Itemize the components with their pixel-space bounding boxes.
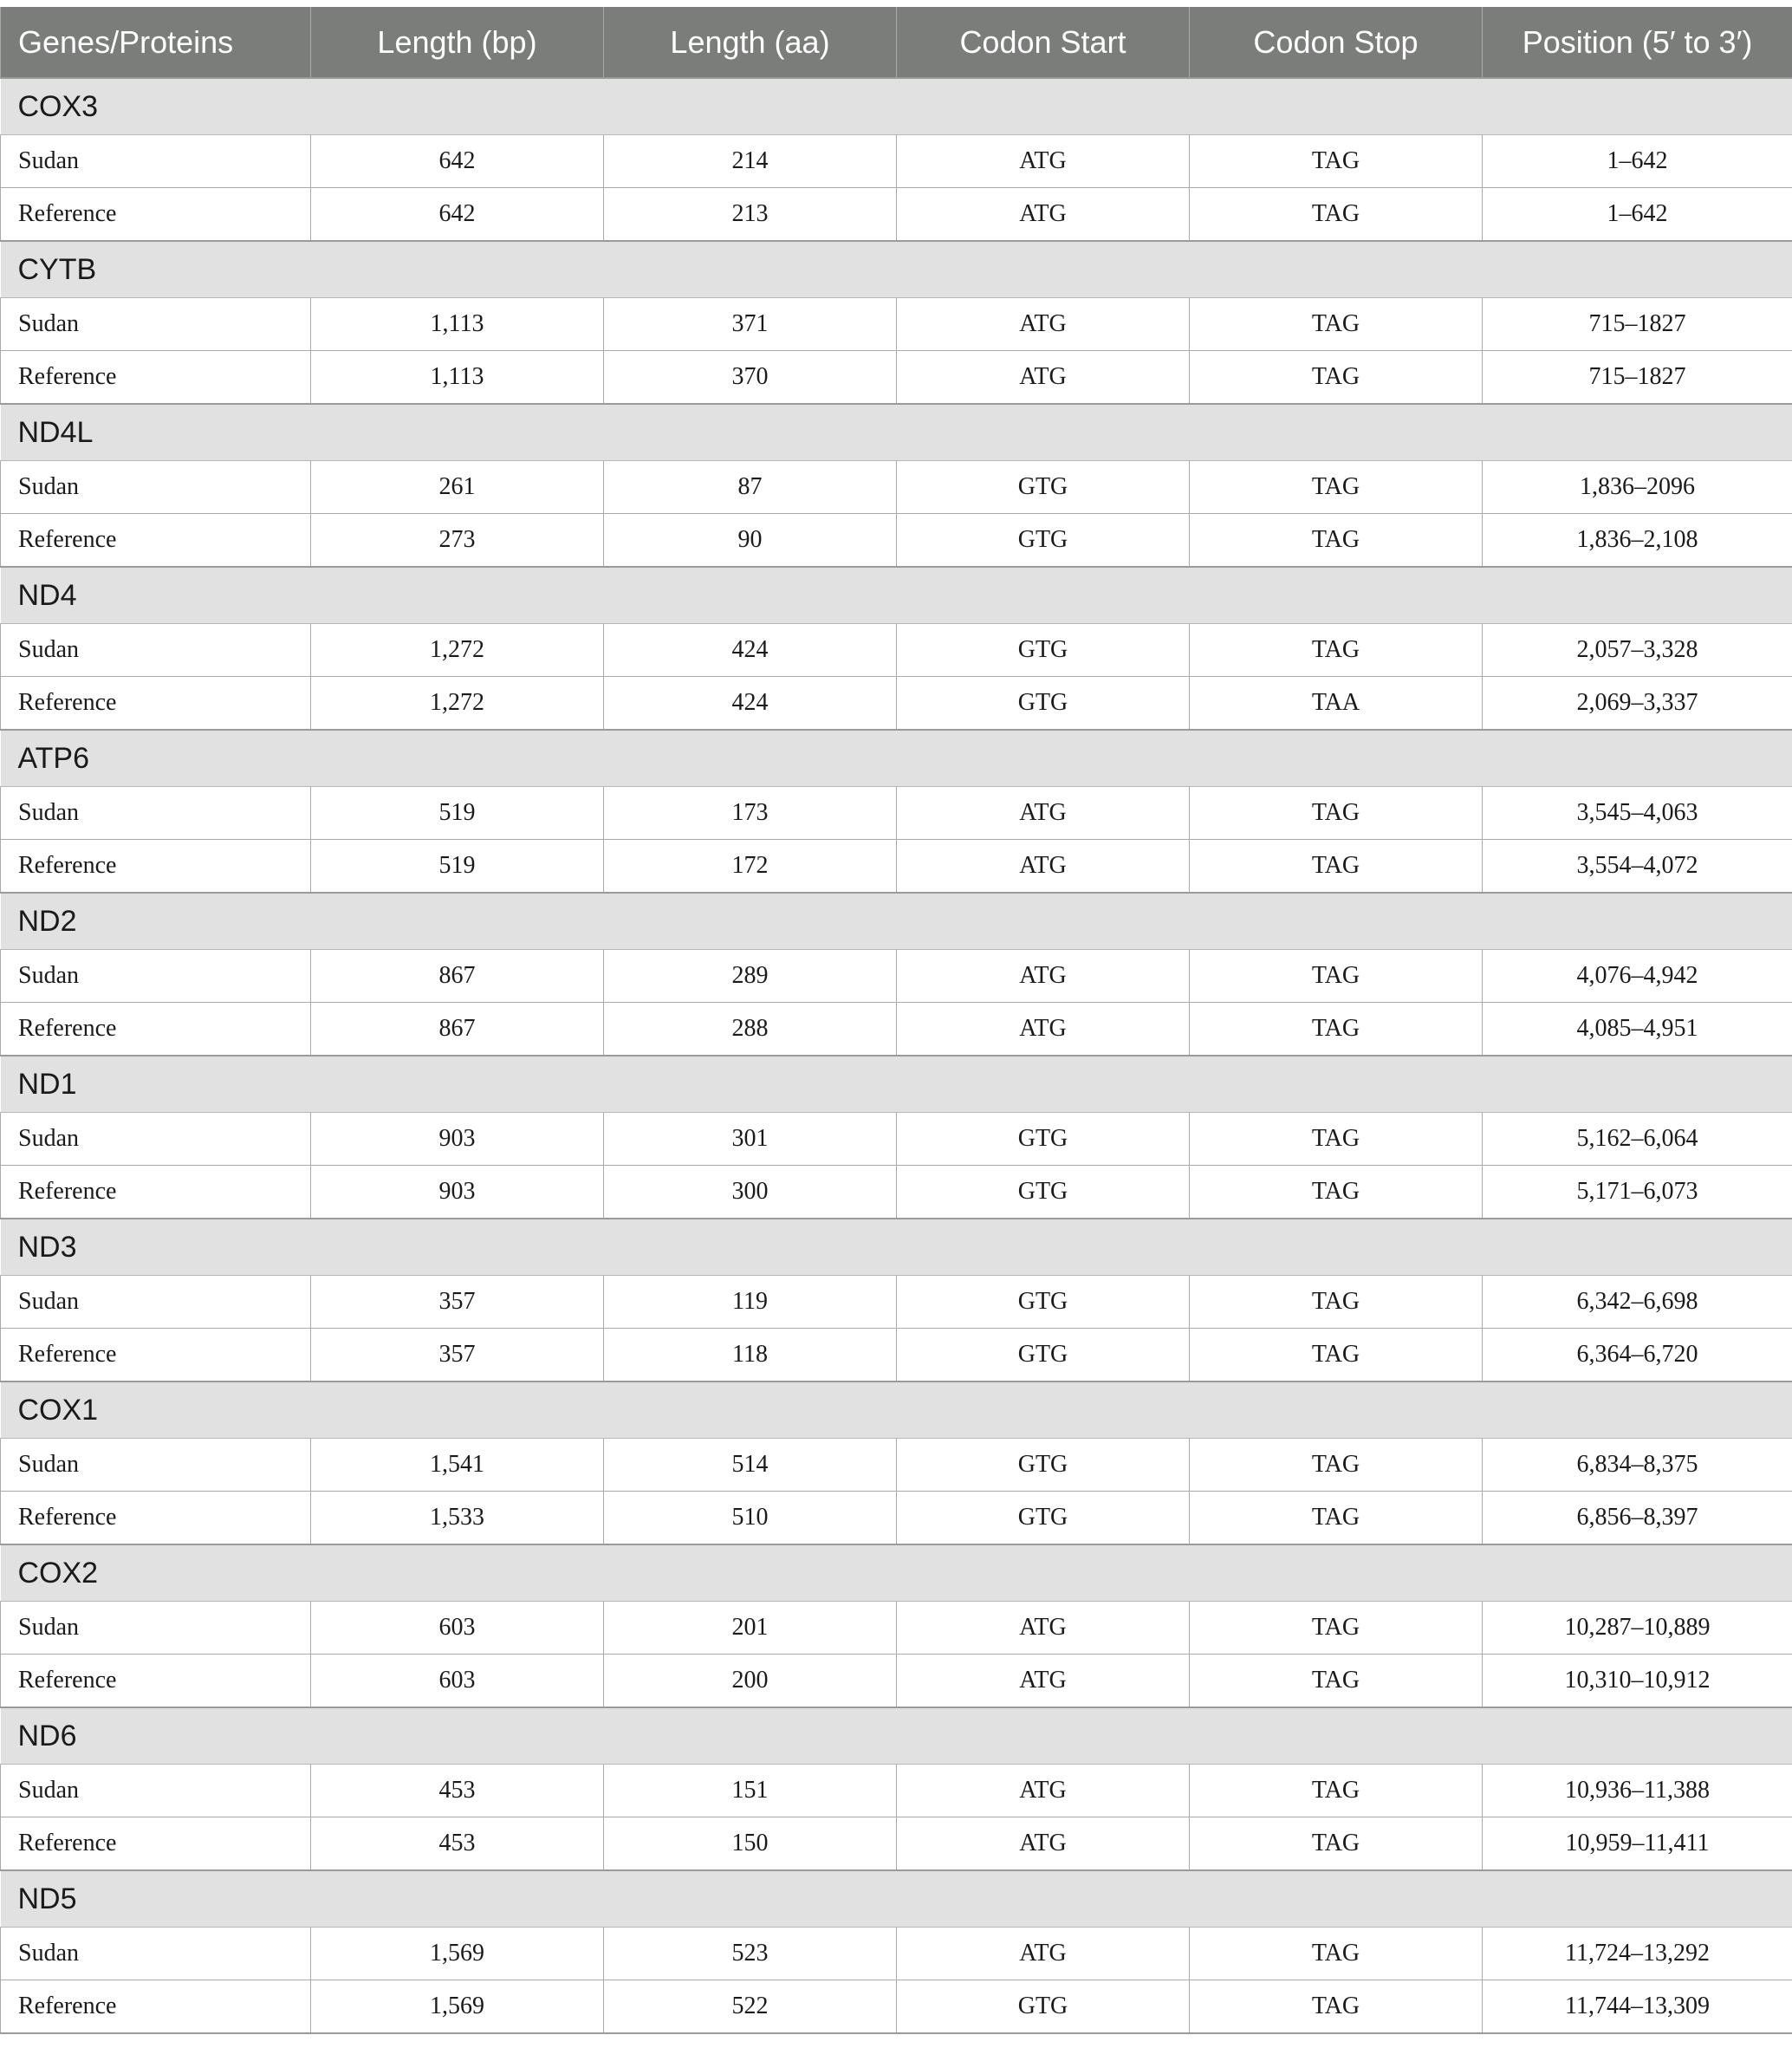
cell-position: 3,545–4,063	[1483, 787, 1792, 840]
gene-table-container	[0, 7, 1792, 2034]
gene-name: COX3	[1, 78, 1792, 135]
gene-group-row	[1, 78, 1792, 135]
cell-codon-stop: TAG	[1190, 188, 1483, 242]
cell-position: 715–1827	[1483, 298, 1792, 351]
cell-length-aa: 201	[604, 1602, 897, 1655]
cell-codon-start: GTG	[897, 1113, 1190, 1166]
cell-codon-start: ATG	[897, 787, 1190, 840]
cell-length-bp: 1,113	[311, 351, 604, 405]
cell-length-aa: 301	[604, 1113, 897, 1166]
cell-name: Reference	[1, 1166, 311, 1219]
cell-codon-stop: TAG	[1190, 1655, 1483, 1708]
table-row	[1, 1655, 1792, 1708]
gene-group-row	[1, 1056, 1792, 1113]
cell-codon-start: ATG	[897, 351, 1190, 405]
header-length-aa: Length (aa)	[604, 7, 897, 78]
cell-name: Sudan	[1, 298, 311, 351]
table-row	[1, 1817, 1792, 1871]
cell-codon-stop: TAG	[1190, 1166, 1483, 1219]
cell-length-bp: 642	[311, 135, 604, 188]
header-codon-stop: Codon Stop	[1190, 7, 1483, 78]
cell-codon-start: GTG	[897, 624, 1190, 677]
cell-codon-start: GTG	[897, 1492, 1190, 1545]
gene-group-row	[1, 241, 1792, 298]
cell-codon-stop: TAG	[1190, 1492, 1483, 1545]
cell-codon-start: ATG	[897, 840, 1190, 894]
cell-length-bp: 642	[311, 188, 604, 242]
gene-name: ND5	[1, 1870, 1792, 1928]
cell-codon-stop: TAG	[1190, 624, 1483, 677]
cell-name: Sudan	[1, 1113, 311, 1166]
cell-codon-start: GTG	[897, 1276, 1190, 1329]
cell-length-aa: 288	[604, 1003, 897, 1057]
cell-length-bp: 603	[311, 1655, 604, 1708]
cell-name: Sudan	[1, 1276, 311, 1329]
cell-codon-stop: TAG	[1190, 950, 1483, 1003]
cell-position: 2,069–3,337	[1483, 677, 1792, 731]
gene-table	[0, 7, 1792, 2034]
cell-position: 715–1827	[1483, 351, 1792, 405]
cell-codon-stop: TAA	[1190, 677, 1483, 731]
gene-name: CYTB	[1, 241, 1792, 298]
gene-name: ND4L	[1, 404, 1792, 461]
cell-length-bp: 1,113	[311, 298, 604, 351]
header-genes-proteins: Genes/Proteins	[1, 7, 311, 78]
cell-codon-stop: TAG	[1190, 1817, 1483, 1871]
cell-length-aa: 371	[604, 298, 897, 351]
table-row	[1, 624, 1792, 677]
cell-position: 6,856–8,397	[1483, 1492, 1792, 1545]
cell-codon-stop: TAG	[1190, 1276, 1483, 1329]
cell-codon-start: ATG	[897, 1817, 1190, 1871]
cell-position: 4,076–4,942	[1483, 950, 1792, 1003]
cell-position: 5,171–6,073	[1483, 1166, 1792, 1219]
cell-position: 5,162–6,064	[1483, 1113, 1792, 1166]
cell-codon-start: GTG	[897, 1329, 1190, 1382]
cell-position: 1,836–2,108	[1483, 514, 1792, 568]
cell-length-bp: 519	[311, 840, 604, 894]
cell-codon-start: ATG	[897, 1765, 1190, 1817]
cell-position: 10,287–10,889	[1483, 1602, 1792, 1655]
table-row	[1, 351, 1792, 405]
cell-length-bp: 903	[311, 1166, 604, 1219]
cell-name: Reference	[1, 1329, 311, 1382]
cell-position: 6,364–6,720	[1483, 1329, 1792, 1382]
cell-name: Reference	[1, 677, 311, 731]
cell-position: 1–642	[1483, 188, 1792, 242]
cell-name: Reference	[1, 1817, 311, 1871]
gene-name: ND6	[1, 1707, 1792, 1765]
cell-codon-stop: TAG	[1190, 351, 1483, 405]
cell-codon-stop: TAG	[1190, 514, 1483, 568]
header-position: Position (5′ to 3′)	[1483, 7, 1792, 78]
table-row	[1, 188, 1792, 242]
cell-name: Sudan	[1, 624, 311, 677]
cell-name: Sudan	[1, 135, 311, 188]
cell-name: Sudan	[1, 1439, 311, 1492]
cell-codon-stop: TAG	[1190, 1602, 1483, 1655]
cell-codon-start: GTG	[897, 1980, 1190, 2034]
cell-codon-start: GTG	[897, 677, 1190, 731]
cell-length-aa: 424	[604, 677, 897, 731]
table-row	[1, 1329, 1792, 1382]
table-row	[1, 1765, 1792, 1817]
table-row	[1, 298, 1792, 351]
cell-codon-stop: TAG	[1190, 1980, 1483, 2034]
cell-length-aa: 119	[604, 1276, 897, 1329]
cell-length-bp: 357	[311, 1276, 604, 1329]
cell-length-bp: 1,569	[311, 1928, 604, 1980]
cell-length-aa: 370	[604, 351, 897, 405]
cell-name: Sudan	[1, 787, 311, 840]
table-row	[1, 1492, 1792, 1545]
cell-name: Sudan	[1, 1928, 311, 1980]
cell-position: 1–642	[1483, 135, 1792, 188]
cell-length-aa: 214	[604, 135, 897, 188]
cell-codon-stop: TAG	[1190, 1003, 1483, 1057]
cell-codon-stop: TAG	[1190, 461, 1483, 514]
cell-position: 11,744–13,309	[1483, 1980, 1792, 2034]
table-row	[1, 1439, 1792, 1492]
cell-length-bp: 1,272	[311, 624, 604, 677]
cell-position: 4,085–4,951	[1483, 1003, 1792, 1057]
cell-codon-stop: TAG	[1190, 1329, 1483, 1382]
cell-codon-start: ATG	[897, 1655, 1190, 1708]
cell-position: 1,836–2096	[1483, 461, 1792, 514]
table-row	[1, 787, 1792, 840]
cell-name: Reference	[1, 188, 311, 242]
cell-codon-start: GTG	[897, 461, 1190, 514]
cell-name: Reference	[1, 514, 311, 568]
gene-group-row	[1, 893, 1792, 950]
cell-length-aa: 213	[604, 188, 897, 242]
table-row	[1, 1276, 1792, 1329]
cell-length-aa: 172	[604, 840, 897, 894]
table-row	[1, 1113, 1792, 1166]
cell-position: 3,554–4,072	[1483, 840, 1792, 894]
table-row	[1, 1003, 1792, 1057]
table-row	[1, 840, 1792, 894]
gene-group-row	[1, 1219, 1792, 1276]
cell-codon-stop: TAG	[1190, 135, 1483, 188]
cell-length-bp: 357	[311, 1329, 604, 1382]
cell-codon-start: ATG	[897, 298, 1190, 351]
cell-name: Sudan	[1, 950, 311, 1003]
header-length-bp: Length (bp)	[311, 7, 604, 78]
cell-name: Reference	[1, 1492, 311, 1545]
cell-position: 2,057–3,328	[1483, 624, 1792, 677]
table-body	[1, 78, 1792, 2033]
cell-name: Sudan	[1, 461, 311, 514]
cell-length-aa: 118	[604, 1329, 897, 1382]
gene-group-row	[1, 1544, 1792, 1602]
cell-name: Reference	[1, 1980, 311, 2034]
cell-length-aa: 522	[604, 1980, 897, 2034]
cell-codon-stop: TAG	[1190, 298, 1483, 351]
cell-codon-stop: TAG	[1190, 1113, 1483, 1166]
cell-codon-start: ATG	[897, 1003, 1190, 1057]
cell-length-aa: 87	[604, 461, 897, 514]
cell-length-aa: 523	[604, 1928, 897, 1980]
cell-position: 6,342–6,698	[1483, 1276, 1792, 1329]
cell-length-aa: 150	[604, 1817, 897, 1871]
cell-length-bp: 1,541	[311, 1439, 604, 1492]
gene-name: ND3	[1, 1219, 1792, 1276]
gene-name: ATP6	[1, 730, 1792, 787]
cell-name: Reference	[1, 351, 311, 405]
cell-length-bp: 453	[311, 1765, 604, 1817]
cell-codon-start: ATG	[897, 1602, 1190, 1655]
cell-codon-start: GTG	[897, 1439, 1190, 1492]
cell-codon-start: ATG	[897, 188, 1190, 242]
gene-name: COX1	[1, 1382, 1792, 1439]
gene-group-row	[1, 567, 1792, 624]
cell-length-bp: 453	[311, 1817, 604, 1871]
table-row	[1, 514, 1792, 568]
cell-codon-start: GTG	[897, 1166, 1190, 1219]
cell-name: Reference	[1, 840, 311, 894]
cell-codon-start: ATG	[897, 1928, 1190, 1980]
cell-name: Sudan	[1, 1765, 311, 1817]
cell-length-aa: 300	[604, 1166, 897, 1219]
cell-codon-start: ATG	[897, 950, 1190, 1003]
cell-codon-stop: TAG	[1190, 1765, 1483, 1817]
cell-position: 6,834–8,375	[1483, 1439, 1792, 1492]
cell-name: Sudan	[1, 1602, 311, 1655]
cell-length-bp: 903	[311, 1113, 604, 1166]
table-row	[1, 677, 1792, 731]
cell-codon-stop: TAG	[1190, 840, 1483, 894]
cell-name: Reference	[1, 1655, 311, 1708]
table-row	[1, 1928, 1792, 1980]
gene-group-row	[1, 1707, 1792, 1765]
table-row	[1, 1602, 1792, 1655]
gene-name: ND2	[1, 893, 1792, 950]
table-row	[1, 950, 1792, 1003]
gene-name: COX2	[1, 1544, 1792, 1602]
cell-length-bp: 603	[311, 1602, 604, 1655]
table-row	[1, 135, 1792, 188]
cell-length-aa: 90	[604, 514, 897, 568]
table-row	[1, 1166, 1792, 1219]
cell-codon-start: GTG	[897, 514, 1190, 568]
gene-group-row	[1, 1382, 1792, 1439]
cell-length-aa: 424	[604, 624, 897, 677]
cell-name: Reference	[1, 1003, 311, 1057]
cell-length-aa: 514	[604, 1439, 897, 1492]
cell-codon-start: ATG	[897, 135, 1190, 188]
cell-length-bp: 867	[311, 1003, 604, 1057]
cell-length-aa: 289	[604, 950, 897, 1003]
cell-length-aa: 200	[604, 1655, 897, 1708]
table-row	[1, 461, 1792, 514]
cell-length-bp: 519	[311, 787, 604, 840]
cell-position: 11,724–13,292	[1483, 1928, 1792, 1980]
gene-group-row	[1, 404, 1792, 461]
table-row	[1, 1980, 1792, 2034]
cell-length-bp: 1,569	[311, 1980, 604, 2034]
cell-length-aa: 510	[604, 1492, 897, 1545]
cell-position: 10,310–10,912	[1483, 1655, 1792, 1708]
header-codon-start: Codon Start	[897, 7, 1190, 78]
gene-name: ND1	[1, 1056, 1792, 1113]
cell-length-bp: 1,272	[311, 677, 604, 731]
gene-group-row	[1, 1870, 1792, 1928]
cell-length-bp: 1,533	[311, 1492, 604, 1545]
cell-codon-stop: TAG	[1190, 1928, 1483, 1980]
cell-codon-stop: TAG	[1190, 787, 1483, 840]
cell-length-bp: 273	[311, 514, 604, 568]
cell-position: 10,959–11,411	[1483, 1817, 1792, 1871]
gene-name: ND4	[1, 567, 1792, 624]
cell-length-bp: 867	[311, 950, 604, 1003]
gene-group-row	[1, 730, 1792, 787]
cell-length-aa: 151	[604, 1765, 897, 1817]
cell-length-bp: 261	[311, 461, 604, 514]
cell-codon-stop: TAG	[1190, 1439, 1483, 1492]
cell-length-aa: 173	[604, 787, 897, 840]
header-row	[1, 7, 1792, 78]
cell-position: 10,936–11,388	[1483, 1765, 1792, 1817]
